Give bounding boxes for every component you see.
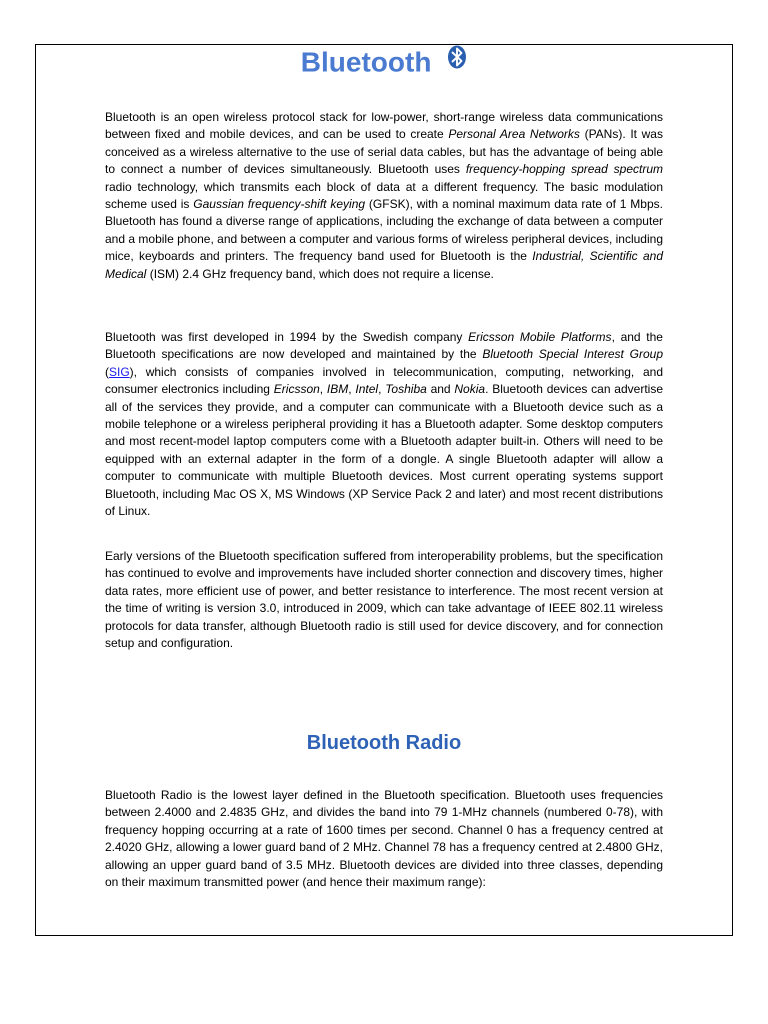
intro-paragraph bbox=[105, 109, 663, 283]
bluetooth-icon bbox=[447, 43, 467, 77]
page-title-text: Bluetooth bbox=[300, 46, 432, 78]
italic-term: Industrial, Scientific and Medical bbox=[105, 249, 664, 281]
text-run: (PANs). It was conceived as a wireless alternative to the use of serial data cables, but has the advantage of being able to connect a number of devices simultaneously. Bluetooth uses bbox=[105, 127, 663, 177]
italic-term: IBM bbox=[326, 382, 349, 397]
italic-term: Intel bbox=[355, 382, 379, 397]
italic-term: Nokia bbox=[454, 382, 486, 397]
text-run: and bbox=[426, 382, 455, 397]
text-run: radio technology, which transmits each block of data at a different frequency. The basic modulation scheme used is bbox=[105, 179, 663, 212]
radio-paragraph bbox=[105, 787, 663, 891]
text-run: (ISM) 2.4 GHz frequency band, which does not require a license. bbox=[146, 266, 494, 281]
italic-term: Personal Area Networks bbox=[448, 127, 580, 142]
text-run: , bbox=[319, 382, 327, 397]
italic-term: frequency-hopping spread spectrum bbox=[465, 162, 663, 177]
italic-term: Ericsson Mobile Platforms bbox=[468, 330, 612, 344]
italic-term: Ericsson bbox=[273, 382, 320, 397]
text-run: (GFSK), with a nominal maximum data rate of 1 Mbps. Bluetooth has found a diverse range of applications, including the exchange of data between a computer and a mobile phone, and between a computer and various forms of wireless peripheral devices, including mice, keyboards and printers. The frequency band used for Bluetooth is the bbox=[105, 197, 663, 264]
page-title bbox=[0, 44, 768, 80]
text-run: , bbox=[348, 382, 356, 397]
text-run: . Bluetooth devices can advertise all of the services they provide, and a computer can communicate with a Bluetooth device such as a mobile telephone or a wireless peripheral providing it has a Bluetooth adapter. Some desktop computers and most recent-model laptop computers come with a Bluetooth adapter built-in. Others will need to be equipped with an external adapter in the form of a dongle. A single Bluetooth adapter will allow a computer to communicate with multiple Bluetooth devices. Most current operating systems support Bluetooth, including Mac OS X, MS Windows (XP Service Pack 2 and later) and most recent distributions of Linux. bbox=[105, 382, 663, 519]
text-run: Bluetooth was first developed in 1994 by the Swedish company bbox=[105, 330, 469, 344]
text-run: Early versions of the Bluetooth specification suffered from interoperability problems, but the specification has continued to evolve and improvements have included shorter connection and discovery times, higher data rates, more efficient use of power, and better resistance to interference. The most recent version at the time of writing is version 3.0, introduced in 2009, which can take advantage of IEEE 802.11 wireless protocols for data transfer, although Bluetooth radio is still used for device discovery, and for connection setup and configuration. bbox=[105, 549, 663, 651]
italic-term: Gaussian frequency-shift keying bbox=[193, 197, 366, 212]
history-paragraph bbox=[105, 329, 663, 520]
italic-term: Bluetooth Special Interest Group bbox=[482, 347, 663, 362]
text-run: ( bbox=[105, 364, 109, 379]
italic-term: Toshiba bbox=[385, 382, 427, 397]
section-title: Bluetooth Radio bbox=[306, 732, 462, 754]
text-run: Bluetooth is an open wireless protocol stack for low-power, short-range wireless data communications between fixed and mobile devices, and can be used to create bbox=[105, 110, 663, 142]
text-run: Bluetooth Radio is the lowest layer defined in the Bluetooth specification. Bluetooth uses frequencies between 2.4000 and 2.4835 GHz, and divides the band into 79 1-MHz channels (numbered 0-78), with frequency hopping occurring at a rate of 1600 times per second. Channel 0 has a frequency centred at 2.4020 GHz, allowing a lower guard band of 2 MHz. Channel 78 has a frequency centred at 2.4800 GHz, allowing an upper guard band of 3.5 MHz. Bluetooth devices are divided into three classes, depending on their maximum transmitted power (and hence their maximum range): bbox=[105, 788, 663, 890]
sig-link[interactable]: SIG bbox=[109, 364, 130, 379]
versions-paragraph bbox=[105, 548, 663, 652]
text-run: ), which consists of companies involved in telecommunication, computing, networking, and consumer electronics including bbox=[105, 364, 663, 397]
text-run: , and the Bluetooth specifications are now developed and maintained by the bbox=[105, 330, 663, 362]
text-run: , bbox=[378, 382, 386, 397]
